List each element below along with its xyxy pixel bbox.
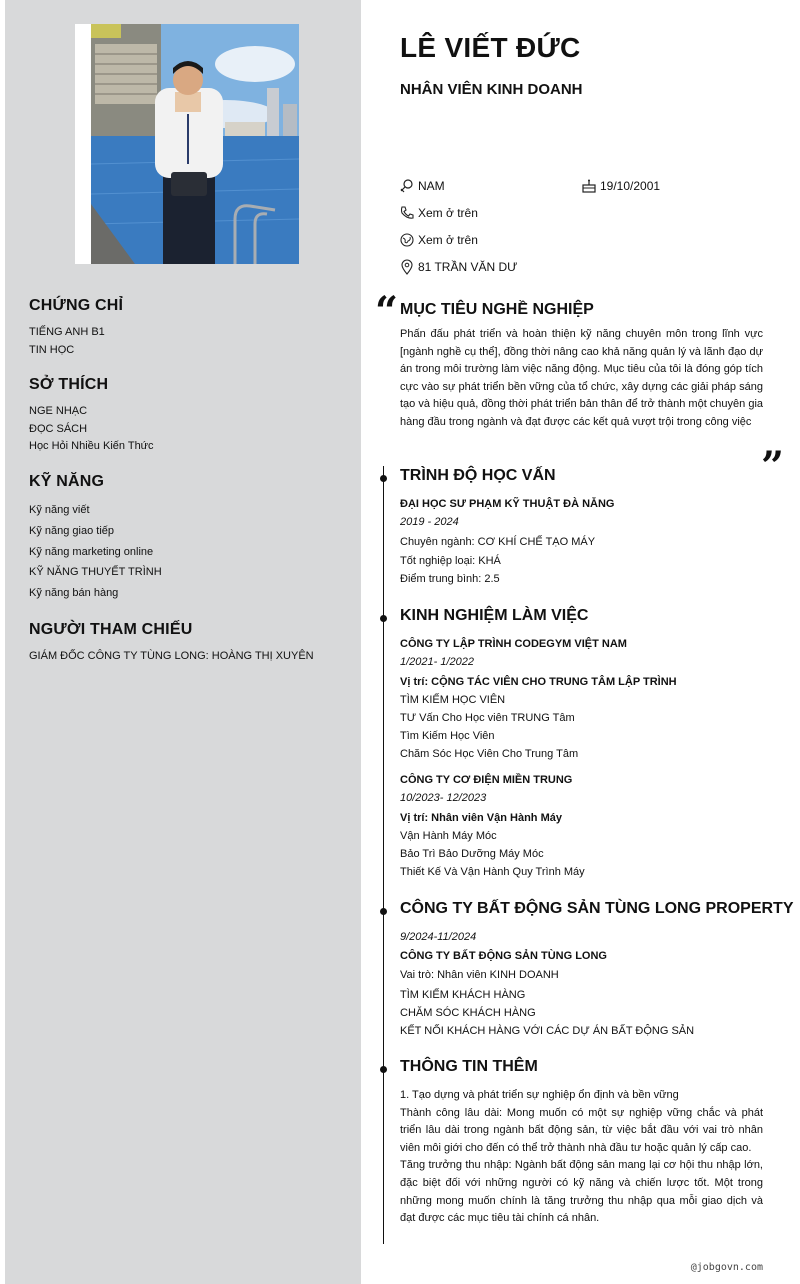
- objective-title: MỤC TIÊU NGHỀ NGHIỆP: [400, 301, 594, 318]
- certificate-item: TIẾNG ANH B1: [29, 326, 105, 338]
- education-block: [400, 495, 763, 588]
- certificates-title: CHỨNG CHỈ: [29, 297, 124, 314]
- property-block: [400, 928, 763, 1040]
- additional-paragraph: Tăng trưởng thu nhập: Ngành bất động sản mang lại cơ hội thu nhập lớn, đặc biệt đối với những người có kỹ năng và chiến lược tốt. Một trong những mong muốn chính là tăng trưởng thu nhập qua mỗi giao dịch và đạt được các mục tiêu tài chính cá nhân.: [400, 1159, 763, 1225]
- company-name: CÔNG TY LẬP TRÌNH CODEGYM VIỆT NAM: [400, 638, 627, 650]
- phone-icon: [399, 205, 415, 221]
- job-duty: Vận Hành Máy Móc: [400, 830, 497, 842]
- job-title: NHÂN VIÊN KINH DOANH: [400, 81, 583, 98]
- skill-item: Kỹ năng giao tiếp: [29, 524, 115, 537]
- job-period: 1/2021- 1/2022: [400, 656, 475, 668]
- close-quote-icon: ”: [761, 443, 785, 490]
- hobbies-title: SỞ THÍCH: [29, 376, 109, 393]
- job-period: 10/2023- 12/2023: [400, 792, 487, 804]
- experience-title: KINH NGHIỆM LÀM VIỆC: [400, 607, 589, 624]
- reference-item: GIÁM ĐỐC CÔNG TY TÙNG LONG: HOÀNG THỊ XUYÊN: [29, 650, 314, 662]
- property-period: 9/2024-11/2024: [400, 931, 477, 943]
- address-value: 81 TRẦN VĂN DƯ: [418, 260, 518, 274]
- gender-info: [399, 178, 445, 194]
- timeline-dot: [380, 475, 387, 482]
- address-info: [399, 259, 517, 275]
- property-duty: CHĂM SÓC KHÁCH HÀNG: [400, 1007, 536, 1019]
- company-name: CÔNG TY CƠ ĐIỆN MIỀN TRUNG: [400, 774, 573, 786]
- job-duty: Tìm Kiếm Học Viên: [400, 730, 495, 742]
- education-title: TRÌNH ĐỘ HỌC VẤN: [400, 467, 556, 484]
- property-role: Vai trò: Nhân viên KINH DOANH: [400, 969, 559, 981]
- gender-icon: [399, 178, 415, 194]
- timeline-dot: [380, 908, 387, 915]
- objective-text: Phấn đấu phát triển và hoàn thiện kỹ năng chuyên môn trong lĩnh vực [ngành nghề cụ thể], đồng thời nâng cao khả năng quản lý và lãnh đạo dự án trong môi trường làm việc năng động. Mục tiêu của tôi là đóng góp tích cực vào sự phát triển bền vững của tổ chức, xây dựng các giải pháp sáng tạo và hiệu quả, đồng thời phát triển bản thân để trở thành một chuyên gia hàng đầu trong ngành và đạt được các kết quả vượt trội trong công việc: [400, 328, 764, 428]
- skill-item: Kỹ năng bán hàng: [29, 587, 119, 600]
- phone-value[interactable]: Xem ở trên: [418, 206, 478, 220]
- property-duty: KẾT NỐI KHÁCH HÀNG VỚI CÁC DỰ ÁN BẤT ĐỘNG SẢN: [400, 1025, 695, 1037]
- references-section: [29, 621, 349, 666]
- job-entry: [400, 771, 763, 881]
- job-duty: TÌM KIẾM HỌC VIÊN: [400, 694, 506, 706]
- timeline-dot: [380, 1066, 387, 1073]
- skill-item: Kỹ năng marketing online: [29, 545, 154, 558]
- job-duty: Thiết Kế Và Vận Hành Quy Trình Máy: [400, 866, 585, 878]
- property-title: CÔNG TY BẤT ĐỘNG SẢN TÙNG LONG PROPERTY: [400, 900, 794, 917]
- job-position: Vị trí: Nhân viên Vận Hành Máy: [400, 812, 562, 824]
- additional-heading: 1. Tạo dựng và phát triển sự nghiệp ổn định và bền vững: [400, 1089, 679, 1101]
- additional-title: THÔNG TIN THÊM: [400, 1058, 538, 1075]
- education-line: Điểm trung bình: 2.5: [400, 573, 500, 585]
- birthdate-info: [581, 178, 660, 194]
- additional-block: [400, 1087, 763, 1228]
- skills-title: KỸ NĂNG: [29, 473, 105, 490]
- hobby-item: NGE NHẠC: [29, 405, 88, 417]
- job-entry: [400, 635, 763, 763]
- timeline-line: [383, 466, 384, 1244]
- certificates-section: [29, 297, 349, 359]
- watermark: @jobgovn.com: [690, 1262, 763, 1273]
- hobby-item: Học Hỏi Nhiều Kiến Thức: [29, 440, 154, 453]
- website-info[interactable]: [399, 232, 478, 248]
- hobby-item: ĐỌC SÁCH: [29, 422, 88, 435]
- candidate-name: LÊ VIẾT ĐỨC: [400, 32, 581, 63]
- school-name: ĐẠI HỌC SƯ PHẠM KỸ THUẬT ĐÀ NẴNG: [400, 498, 615, 510]
- skill-item: Kỹ năng viết: [29, 504, 90, 516]
- job-duty: Chăm Sóc Học Viên Cho Trung Tâm: [400, 748, 579, 760]
- skill-item: KỸ NĂNG THUYẾT TRÌNH: [29, 566, 162, 579]
- website-value[interactable]: Xem ở trên: [418, 233, 478, 247]
- job-duty: Bảo Trì Bảo Dưỡng Máy Móc: [400, 848, 544, 860]
- education-line: Chuyên ngành: CƠ KHÍ CHẾ TẠO MÁY: [400, 536, 596, 548]
- gender-value: NAM: [418, 179, 445, 193]
- education-period: 2019 - 2024: [400, 516, 459, 528]
- property-duty: TÌM KIẾM KHÁCH HÀNG: [400, 989, 526, 1001]
- timeline-dot: [380, 615, 387, 622]
- profile-photo: [75, 24, 299, 264]
- calendar-icon: [581, 178, 597, 194]
- birthdate-value: 19/10/2001: [600, 179, 661, 193]
- globe-icon: [399, 232, 415, 248]
- hobbies-section: [29, 376, 349, 456]
- references-title: NGƯỜI THAM CHIẾU: [29, 621, 193, 638]
- education-line: Tốt nghiệp loại: KHÁ: [400, 555, 501, 567]
- additional-paragraph: Thành công lâu dài: Mong muốn có một sự nghiệp vững chắc và phát triển lâu dài trong ngành bất động sản, từ việc bắt đầu với vai trò nhân viên môi giới cho đến có thể trở thành nhà đầu tư hoặc quản lý cấp cao.: [400, 1106, 763, 1154]
- phone-info[interactable]: [399, 205, 478, 221]
- certificate-item: TIN HỌC: [29, 343, 75, 356]
- open-quote-icon: “: [375, 288, 399, 335]
- skills-section: [29, 473, 349, 604]
- job-duty: TƯ Vấn Cho Học viên TRUNG Tâm: [400, 712, 575, 724]
- job-position: Vị trí: CỘNG TÁC VIÊN CHO TRUNG TÂM LẬP TRÌNH: [400, 676, 677, 688]
- location-icon: [399, 259, 415, 275]
- property-company: CÔNG TY BẤT ĐỘNG SẢN TÙNG LONG: [400, 950, 607, 962]
